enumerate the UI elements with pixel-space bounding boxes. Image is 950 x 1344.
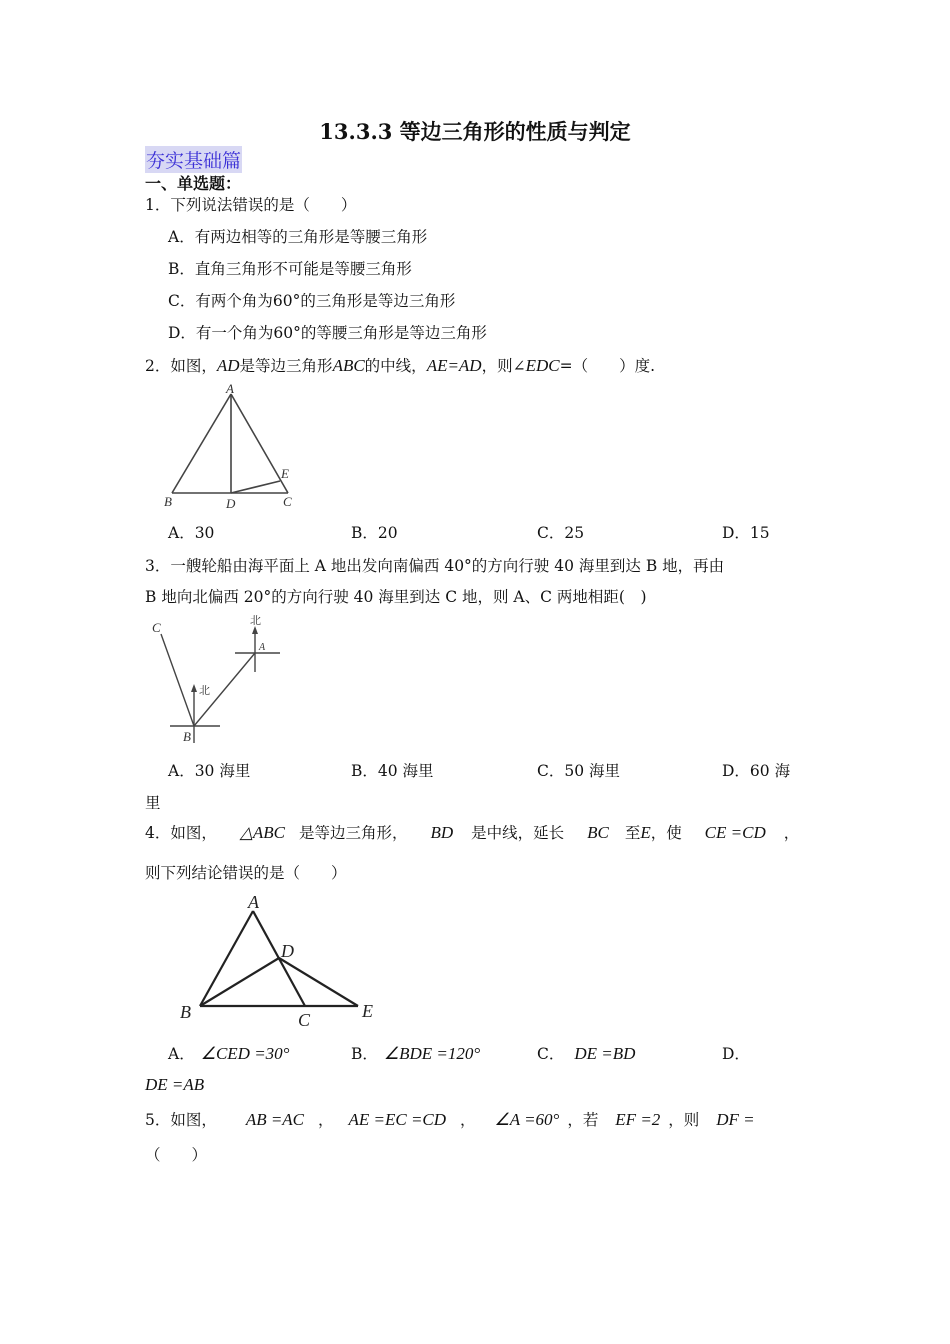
q2-option-d: D．15 [722, 524, 770, 542]
subheading: 一、单选题： [145, 174, 242, 193]
q1-option-c: C．有两个角为60°的三角形是等边三角形 [168, 292, 456, 310]
q2-label-d: D [226, 496, 236, 511]
q2-label-b: B [164, 494, 172, 509]
q3-option-a: A．30 海里 [168, 762, 251, 780]
q2-text2: 的中线， [364, 357, 427, 375]
q4-option-a-letter: A． [168, 1045, 195, 1063]
q4-option-d-math [145, 1075, 204, 1095]
q5-angle-a: ∠A =60° [494, 1110, 560, 1129]
q4-bc: BC [587, 823, 609, 842]
q5-ef: EF =2 [615, 1110, 661, 1129]
q5-stem-line1 [145, 1108, 755, 1130]
q2-label-e: E [281, 466, 289, 481]
q4-text5: ， [783, 824, 800, 842]
q3-stem-line2: B 地向北偏西 20°的方向行驶 40 海里到达 C 地，则 A、C 两地相距( ) [145, 588, 647, 606]
q4-edge-ab [200, 911, 253, 1006]
q5-ab-ac: AB =AC [245, 1110, 305, 1129]
q2-num: 2．如图， [145, 357, 217, 375]
q5-text2: ，则 [668, 1111, 700, 1129]
q4-bd: BD [430, 823, 454, 842]
q4-option-d-math-text: DE =AB [145, 1075, 205, 1094]
q4-option-b-letter: B． [351, 1045, 378, 1063]
q4-label-d: D [281, 941, 294, 961]
q4-label-a: A [248, 892, 259, 912]
q3-option-d-wrap: 里 [145, 794, 161, 812]
q3-label-c: C [152, 620, 161, 635]
q3-north-arrow-a-icon [252, 626, 258, 634]
q1-option-b: B．直角三角形不可能是等腰三角形 [168, 260, 412, 278]
q3-label-north-b: 北 [199, 685, 210, 697]
q2-edc: EDC [525, 356, 560, 375]
q3-option-d: D．60 海 [722, 762, 791, 780]
q5-num: 5．如图， [145, 1111, 217, 1129]
q3-option-b: B．40 海里 [351, 762, 434, 780]
q5-text1: ，若 [567, 1111, 599, 1129]
q4-text1: 是等边三角形， [299, 824, 408, 842]
q4-stem-line2: 则下列结论错误的是（ ） [145, 864, 347, 882]
q4-e: E [640, 823, 651, 842]
q4-option-b-math: ∠BDE =120° [383, 1044, 481, 1063]
q2-text1: 是等边三角形 [239, 357, 333, 375]
q3-path-bc [161, 634, 194, 726]
q4-option-a-math: ∠CED =30° [200, 1044, 290, 1063]
q1-stem: 1．下列说法错误的是（ ） [145, 196, 357, 214]
q3-option-c: C．50 海里 [537, 762, 621, 780]
q4-text3: 至 [624, 824, 641, 842]
q4-ce-cd: CE =CD [704, 823, 766, 842]
q4-option-c-letter: C． [537, 1045, 565, 1063]
section-heading: 夯实基础篇 [145, 146, 242, 173]
q5-df: DF = [716, 1110, 755, 1129]
q5-sep1: ， [318, 1111, 334, 1129]
q2-label-a: A [226, 381, 234, 396]
q3-label-north-a: 北 [250, 615, 261, 627]
q2-option-b: B．20 [351, 524, 398, 542]
q1-option-a: A．有两边相等的三角形是等腰三角形 [168, 228, 428, 246]
q4-stem-line1 [145, 821, 799, 843]
q5-ae-ec-cd: AE =EC =CD [348, 1110, 447, 1129]
q4-text4: ，使 [650, 824, 682, 842]
q2-text3: ，则∠ [481, 357, 526, 375]
q4-figure [172, 890, 392, 1035]
q3-label-b: B [183, 729, 191, 744]
q2-option-a: A．30 [168, 524, 215, 542]
q4-label-b: B [180, 1002, 191, 1022]
q2-stem [145, 354, 655, 376]
page-title: 13.3.3 等边三角形的性质与判定 [319, 119, 631, 144]
q5-stem-line2: （ ） [145, 1146, 208, 1164]
q4-median-bd [200, 958, 279, 1006]
q4-option-d: D． [722, 1045, 750, 1063]
q2-ae-ad: AE=AD [426, 356, 482, 375]
q5-sep2: ， [460, 1111, 476, 1129]
q3-stem-line1: 3．一艘轮船由海平面上 A 地出发向南偏西 40°的方向行驶 40 海里到达 B 地，再由 [145, 557, 725, 575]
q4-label-e: E [362, 1001, 373, 1021]
q2-edge-ab [172, 394, 231, 493]
q4-option-b [351, 1042, 480, 1064]
q2-edge-ac [231, 394, 288, 493]
q4-text2: 是中线，延长 [471, 824, 565, 842]
q3-figure [145, 610, 295, 750]
q3-north-arrow-b-icon [191, 684, 197, 692]
q3-label-a: A [259, 642, 266, 653]
q2-abc: ABC [332, 356, 365, 375]
q2-label-c: C [283, 494, 292, 509]
q2-figure [160, 378, 310, 513]
q2-segment-de [231, 481, 280, 493]
q1-option-d: D．有一个角为60°的等腰三角形是等边三角形 [168, 324, 487, 342]
q4-num: 4．如图， [145, 824, 217, 842]
q2-ad: AD [216, 356, 240, 375]
q4-label-c: C [298, 1010, 311, 1030]
q2-option-c: C．25 [537, 524, 585, 542]
q4-abc: △ABC [239, 823, 285, 842]
q2-text4: =（ ）度. [559, 357, 656, 375]
q4-option-c-math: DE =BD [574, 1044, 636, 1063]
q4-option-c [537, 1042, 635, 1064]
q4-option-a [168, 1042, 289, 1064]
